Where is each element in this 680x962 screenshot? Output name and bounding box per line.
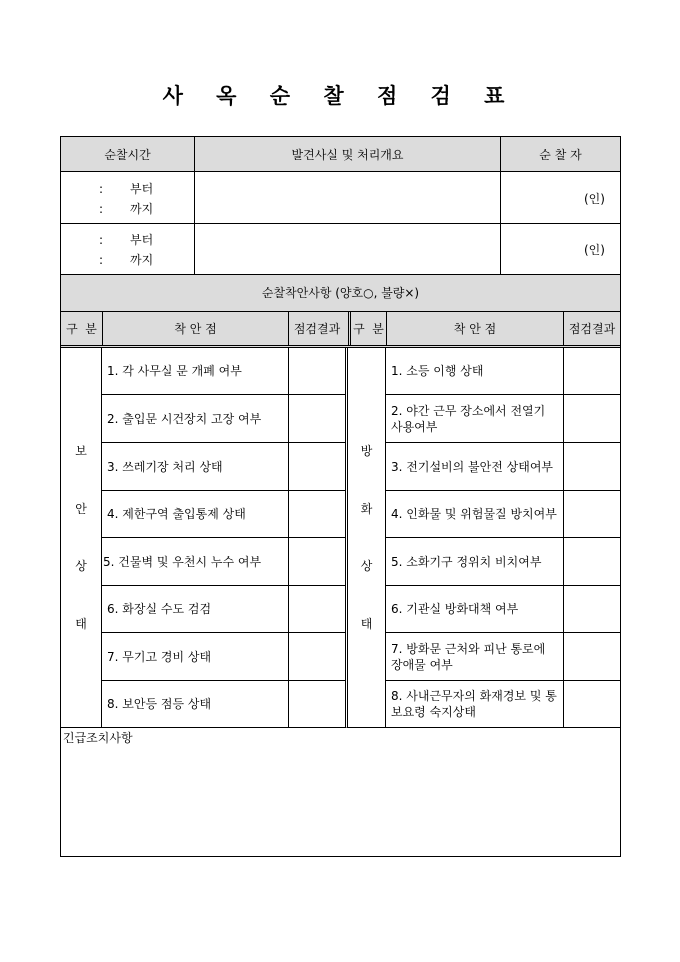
header-time: 순찰시간 [104, 147, 151, 162]
security-item-4: 4. 제한구역 출입통제 상태 [102, 491, 288, 538]
time-row-1-seal: (인) [584, 192, 605, 206]
result-cell[interactable] [289, 443, 345, 491]
result-cell[interactable] [564, 633, 620, 681]
result-cell[interactable] [289, 395, 345, 443]
sub-header-points-right: 착 안 점 [386, 312, 563, 345]
header-findings: 발견사실 및 처리개요 [194, 137, 500, 172]
sub-header-category-right: 구 분 [348, 312, 386, 345]
header-patrol: 순 찰 자 [500, 137, 620, 172]
time-row-1-colon-from: : [99, 182, 104, 196]
security-item-8: 8. 보안등 점등 상태 [102, 681, 288, 728]
security-char: 태 [75, 617, 87, 632]
result-cell[interactable] [564, 491, 620, 538]
security-item-3: 3. 쓰레기장 처리 상태 [102, 443, 288, 491]
sub-header-result-left: 점검결과 [288, 312, 345, 345]
result-cell[interactable] [289, 633, 345, 681]
time-row-2-colon-from: : [99, 233, 104, 247]
fire-results [563, 348, 620, 728]
security-category-label [61, 348, 102, 728]
result-cell[interactable] [564, 395, 620, 443]
fire-item-4: 4. 인화물 및 위험물질 방치여부 [386, 491, 563, 538]
result-cell[interactable] [289, 348, 345, 395]
sub-header-points-left: 착 안 점 [102, 312, 288, 345]
fire-item-3: 3. 전기설비의 불안전 상태여부 [386, 443, 563, 491]
list-item [102, 443, 288, 491]
list-item [102, 395, 288, 443]
result-cell[interactable] [289, 491, 345, 538]
fire-item-1: 1. 소등 이행 상태 [386, 348, 563, 395]
list-item [102, 586, 288, 633]
time-row-1-colon-to: : [99, 202, 104, 216]
fire-char: 태 [360, 617, 373, 632]
list-item [102, 681, 288, 728]
time-row-1-from: 부터 [130, 182, 154, 196]
fire-item-5: 5. 소화기구 정위치 비치여부 [386, 538, 563, 586]
result-cell[interactable] [289, 681, 345, 728]
page-title: 사 옥 순 찰 점 검 표 [162, 83, 518, 108]
result-cell[interactable] [564, 681, 620, 728]
sub-header-result-right: 점검결과 [563, 312, 620, 345]
security-char: 보 [75, 443, 87, 458]
security-char: 안 [75, 501, 87, 516]
fire-char: 상 [360, 559, 373, 574]
security-results [288, 348, 345, 728]
fire-item-2: 2. 야간 근무 장소에서 전열기 사용여부 [386, 395, 563, 443]
fire-item-8: 8. 사내근무자의 화재경보 및 통보요령 숙지상태 [386, 681, 563, 728]
time-row-1-to: 까지 [130, 202, 154, 216]
fire-char: 방 [360, 443, 373, 458]
time-row-2-seal: (인) [584, 243, 605, 257]
time-row-2-colon-to: : [99, 253, 104, 267]
security-item-5: 5. 건물벽 및 우천시 누수 여부 [102, 538, 288, 586]
fire-items [386, 348, 563, 728]
security-item-1: 1. 각 사무실 문 개폐 여부 [102, 348, 288, 395]
time-row-2-findings-field[interactable] [194, 224, 500, 274]
fire-category-label [345, 348, 386, 728]
result-cell[interactable] [564, 538, 620, 586]
result-cell[interactable] [289, 586, 345, 633]
fire-item-7: 7. 방화문 근처와 피난 통로에 장애물 여부 [386, 633, 563, 681]
security-item-2: 2. 출입문 시건장치 고장 여부 [102, 395, 288, 443]
emergency-label: 긴급조치사항 [63, 731, 133, 745]
time-row-2-from: 부터 [130, 233, 154, 247]
result-cell[interactable] [564, 586, 620, 633]
result-cell[interactable] [564, 443, 620, 491]
list-item [102, 633, 288, 681]
section-heading: 순찰착안사항 (양호○, 불량×) [61, 275, 620, 312]
security-char: 상 [75, 559, 87, 574]
result-cell[interactable] [289, 538, 345, 586]
security-item-7: 7. 무기고 경비 상태 [102, 633, 288, 681]
list-item [102, 491, 288, 538]
emergency-notes-field[interactable] [61, 748, 620, 856]
time-row-1-findings-field[interactable] [194, 172, 500, 223]
security-item-6: 6. 화장실 수도 검검 [102, 586, 288, 633]
fire-char: 화 [360, 501, 373, 516]
time-row-2-to: 까지 [130, 253, 154, 267]
list-item [102, 538, 288, 586]
result-cell[interactable] [564, 348, 620, 395]
sub-header-category-left: 구 분 [66, 321, 97, 336]
fire-item-6: 6. 기관실 방화대책 여부 [386, 586, 563, 633]
